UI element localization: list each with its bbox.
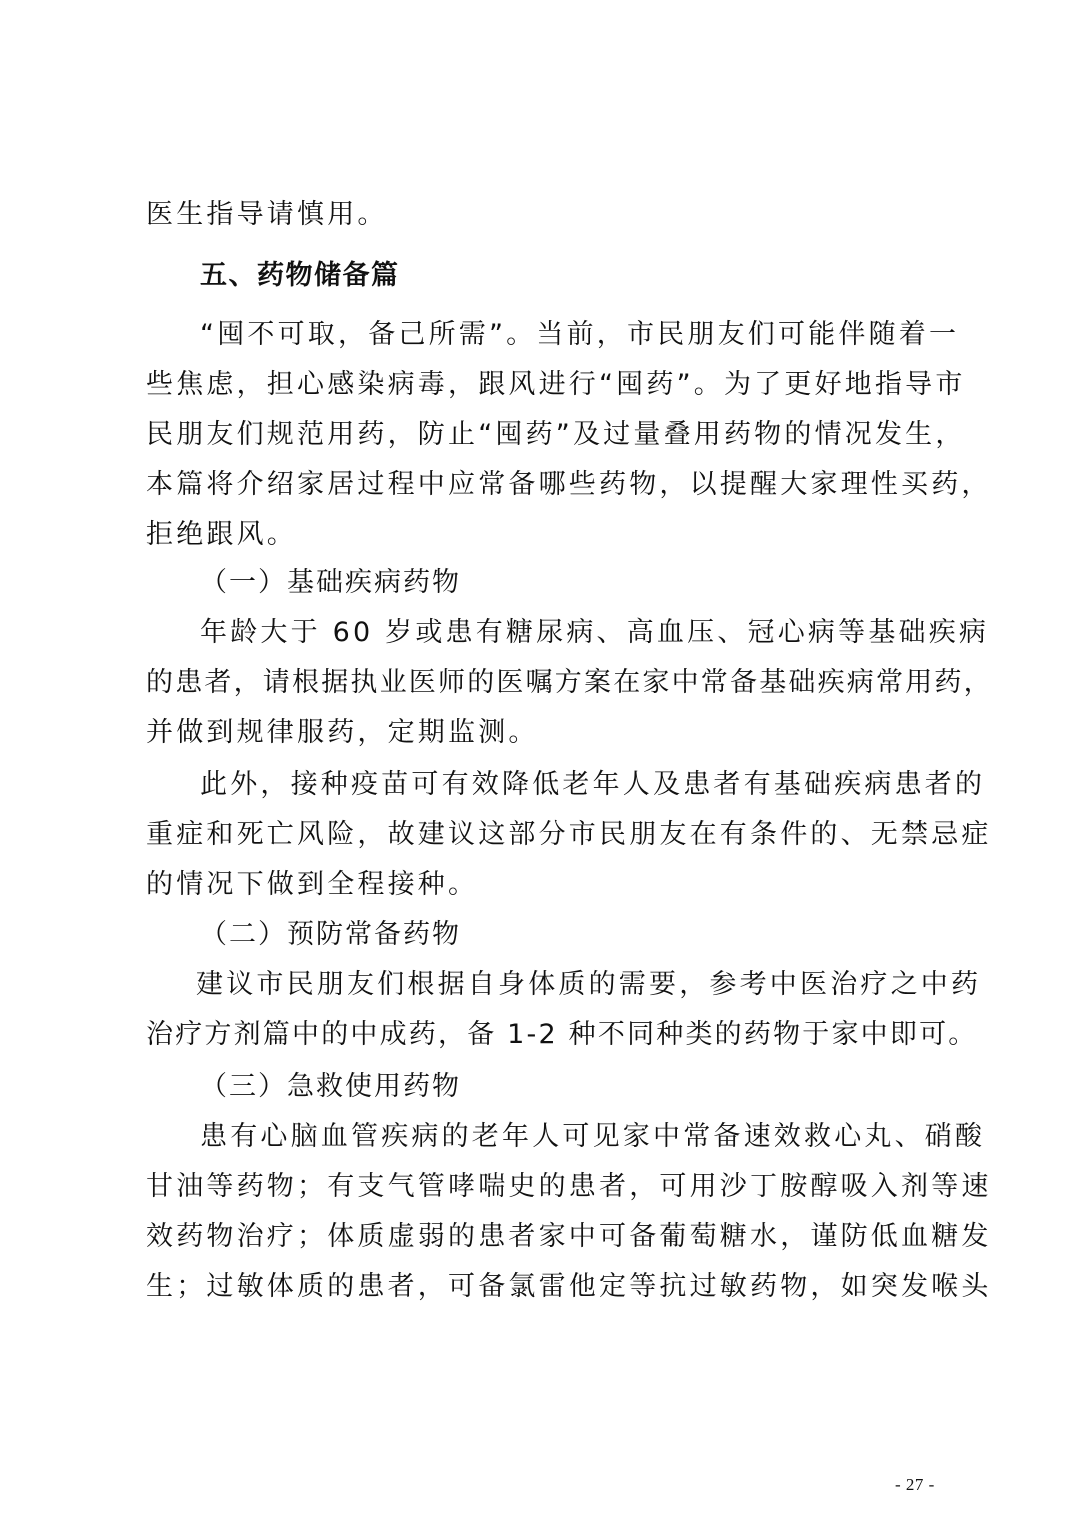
text-line: 甘油等药物；有支气管哮喘史的患者，可用沙丁胺醇吸入剂等速: [146, 1171, 992, 1202]
text-line: 重症和死亡风险，故建议这部分市民朋友在有条件的、无禁忌症: [146, 819, 992, 850]
subsection-heading: （三）急救使用药物: [200, 1071, 461, 1102]
subsection-heading: （二）预防常备药物: [200, 919, 461, 950]
text-line: 本篇将介绍家居过程中应常备哪些药物，以提醒大家理性买药，: [146, 469, 992, 500]
text-line: 并做到规律服药，定期监测。: [146, 717, 539, 748]
text-line: 民朋友们规范用药，防止“囤药”及过量叠用药物的情况发生，: [146, 419, 966, 450]
page-number: - 27 -: [895, 1475, 935, 1494]
text-line: 拒绝跟风。: [146, 519, 297, 550]
text-line: 年龄大于 60 岁或患有糖尿病、高血压、冠心病等基础疾病: [200, 617, 990, 648]
text-line: 患有心脑血管疾病的老年人可见家中常备速效救心丸、硝酸: [200, 1121, 986, 1152]
text-line: 治疗方剂篇中的中成药，备 1-2 种不同种类的药物于家中即可。: [146, 1019, 978, 1050]
text-line: 效药物治疗；体质虚弱的患者家中可备葡萄糖水，谨防低血糖发: [146, 1221, 992, 1252]
text-line: 建议市民朋友们根据自身体质的需要，参考中医治疗之中药: [196, 969, 982, 1000]
text-line: 生；过敏体质的患者，可备氯雷他定等抗过敏药物，如突发喉头: [146, 1271, 992, 1302]
text-line: 的情况下做到全程接种。: [146, 869, 479, 900]
text-line: “囤不可取，备己所需”。当前，市民朋友们可能伴随着一: [200, 319, 960, 350]
section-heading: 五、药物储备篇: [200, 260, 400, 291]
text-line: 医生指导请慎用。: [146, 199, 388, 230]
text-line: 此外，接种疫苗可有效降低老年人及患者有基础疾病患者的: [200, 769, 986, 800]
subsection-heading: （一）基础疾病药物: [200, 567, 461, 598]
text-line: 些焦虑，担心感染病毒，跟风进行“囤药”。为了更好地指导市: [146, 369, 966, 400]
text-line: 的患者，请根据执业医师的医嘱方案在家中常备基础疾病常用药，: [146, 667, 993, 698]
